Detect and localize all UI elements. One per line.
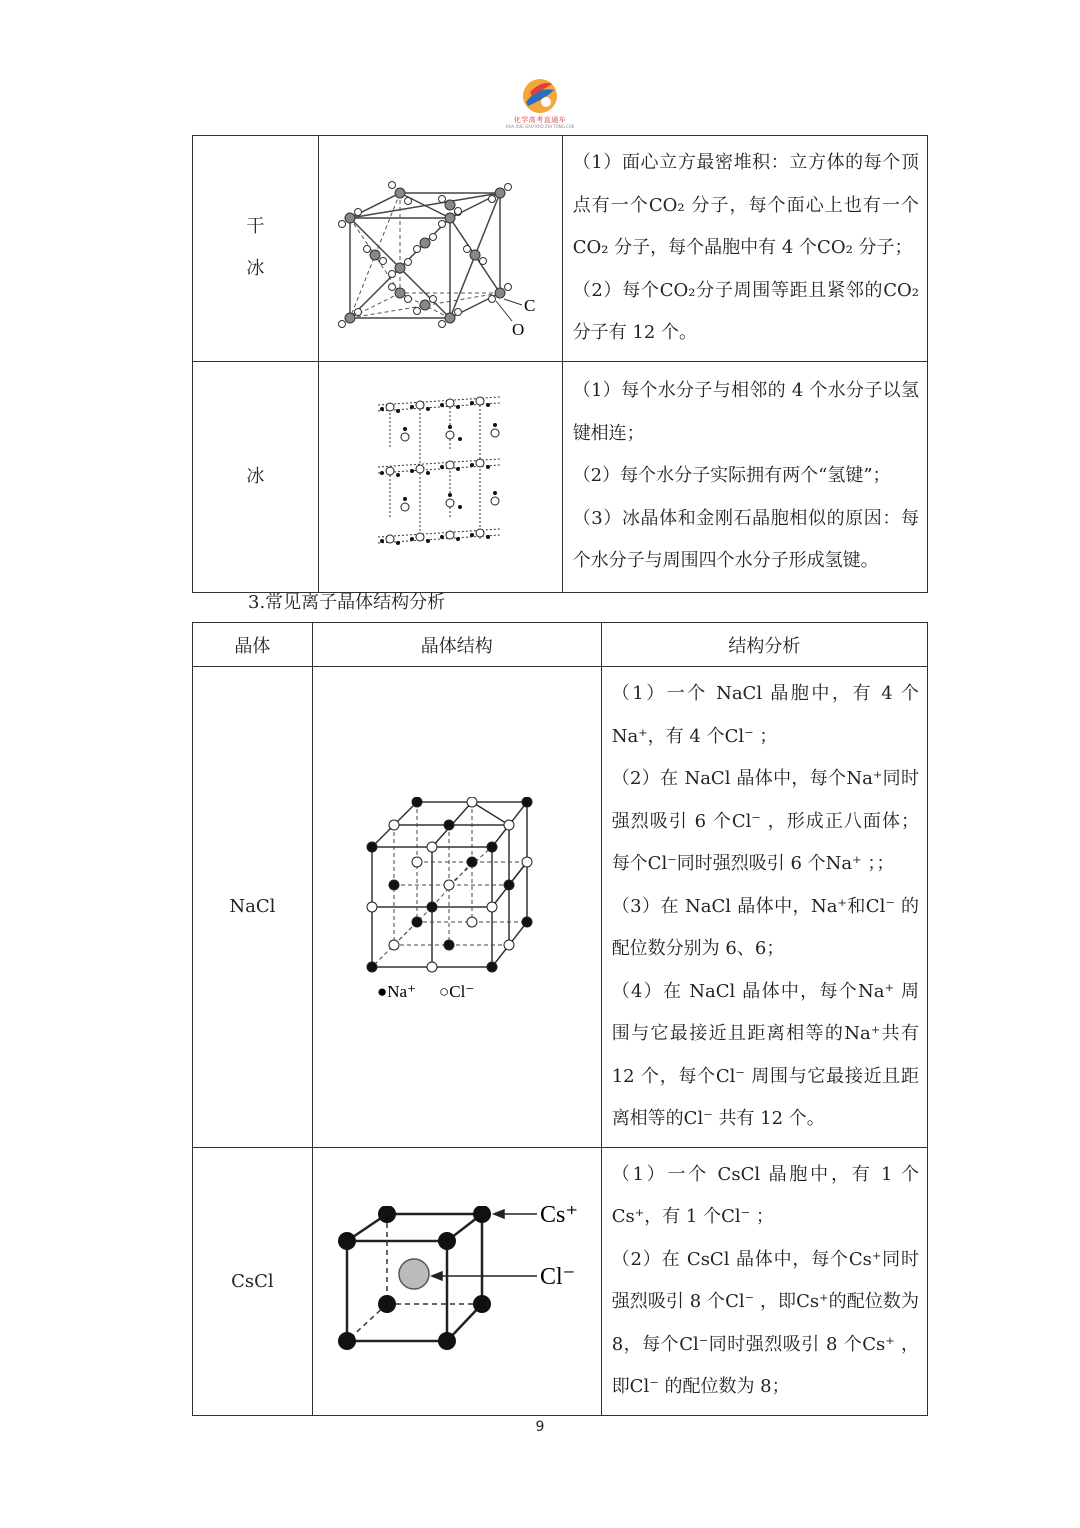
logo-caption: 化学高考直通车 — [513, 116, 567, 124]
dry-ice-unit-cell-diagram — [330, 153, 550, 343]
cesium-label: Cs⁺ — [539, 1206, 578, 1228]
molecular-crystal-table — [192, 135, 928, 593]
cscl-figure-cell — [312, 1147, 601, 1415]
column-header: 晶体结构 — [312, 623, 601, 667]
table-row-dry-ice — [193, 136, 928, 362]
analysis-paragraph: （2）每个CO₂分子周围等距且紧邻的CO₂分子有 12 个。 — [572, 279, 919, 343]
ionic-crystal-table — [192, 622, 928, 1416]
header-logo — [500, 76, 580, 136]
ice-structure-diagram — [370, 389, 510, 564]
table-row-ice — [193, 361, 928, 592]
analysis-paragraph: （1）一个 CsCl 晶胞中，有 1 个Cs⁺，有 1 个Cl⁻ ； — [611, 1163, 919, 1227]
section-title: 3.常见离子晶体结构分析 — [248, 592, 446, 613]
logo-emblem-icon — [520, 76, 560, 116]
carbon-label: C — [524, 296, 536, 316]
analysis-paragraph: （2）在 CsCl 晶体中，每个Cs⁺同时强烈吸引 8 个Cl⁻ ，即Cs⁺的配位数为 8，每个Cl⁻同时强烈吸引 8 个Cs⁺ ，即Cl⁻ 的配位数为 8； — [611, 1248, 919, 1397]
page-number: 9 — [535, 1419, 545, 1435]
analysis-paragraph: （3）在 NaCl 晶体中，Na⁺和Cl⁻ 的配位数分别为 6、6； — [611, 895, 919, 959]
crystal-name-line: 干 — [246, 216, 265, 238]
nacl-figure-cell — [312, 667, 601, 1148]
nacl-analysis-cell — [601, 667, 927, 1148]
analysis-paragraph: （2）在 NaCl 晶体中，每个Na⁺同时强烈吸引 6 个Cl⁻ ，形成正八面体；每个Cl⁻同时强烈吸引 6 个Na⁺ ；； — [611, 768, 919, 874]
table-row-nacl — [193, 667, 928, 1148]
analysis-paragraph: （1）一个 NaCl 晶胞中，有 4 个Na⁺，有 4 个Cl⁻ ； — [611, 683, 919, 747]
nacl-unit-cell-diagram — [357, 797, 557, 1017]
cscl-analysis-cell — [601, 1147, 927, 1415]
crystal-name-cell — [193, 136, 319, 362]
oxygen-label: O — [512, 320, 525, 340]
cscl-unit-cell-diagram — [332, 1206, 582, 1356]
crystal-name-cell — [193, 361, 319, 592]
analysis-paragraph: （2）每个水分子实际拥有两个“氢键”； — [572, 465, 891, 487]
ice-figure-cell — [318, 361, 562, 592]
dry-ice-analysis-cell — [562, 136, 927, 362]
table-row-cscl — [193, 1147, 928, 1415]
column-header: 结构分析 — [601, 623, 927, 667]
crystal-name-line: 冰 — [246, 465, 265, 487]
analysis-paragraph: （3）冰晶体和金刚石晶胞相似的原因：每个水分子与周围四个水分子形成氢键。 — [572, 507, 919, 572]
analysis-paragraph: （4）在 NaCl 晶体中，每个Na⁺ 周围与它最接近且距离相等的Na⁺共有 12 个，每个Cl⁻ 周围与它最接近且距离相等的Cl⁻ 共有 12 个。 — [611, 980, 919, 1129]
chloride-legend: ○Cl⁻ — [438, 981, 475, 1001]
column-header: 晶体 — [193, 623, 313, 667]
analysis-paragraph: （1）面心立方最密堆积：立方体的每个顶点有一个CO₂ 分子，每个面心上也有一个CO₂ 分子，每个晶胞中有 4 个CO₂ 分子； — [572, 152, 919, 258]
ice-analysis-cell — [562, 361, 927, 592]
analysis-paragraph: （1）每个水分子与相邻的 4 个水分子以氢键相连； — [572, 380, 919, 444]
chloride-label: Cl⁻ — [539, 1264, 576, 1290]
crystal-name-cell: NaCl — [193, 667, 313, 1148]
dry-ice-figure-cell — [318, 136, 562, 362]
crystal-name-line: 冰 — [246, 258, 265, 280]
logo-subcaption: HUA XUE GAO KAO ZHI TONG CHE — [505, 124, 575, 129]
crystal-name-cell: CsCl — [193, 1147, 313, 1415]
sodium-legend: ●Na⁺ — [376, 981, 416, 1001]
table-header-row — [193, 623, 928, 667]
